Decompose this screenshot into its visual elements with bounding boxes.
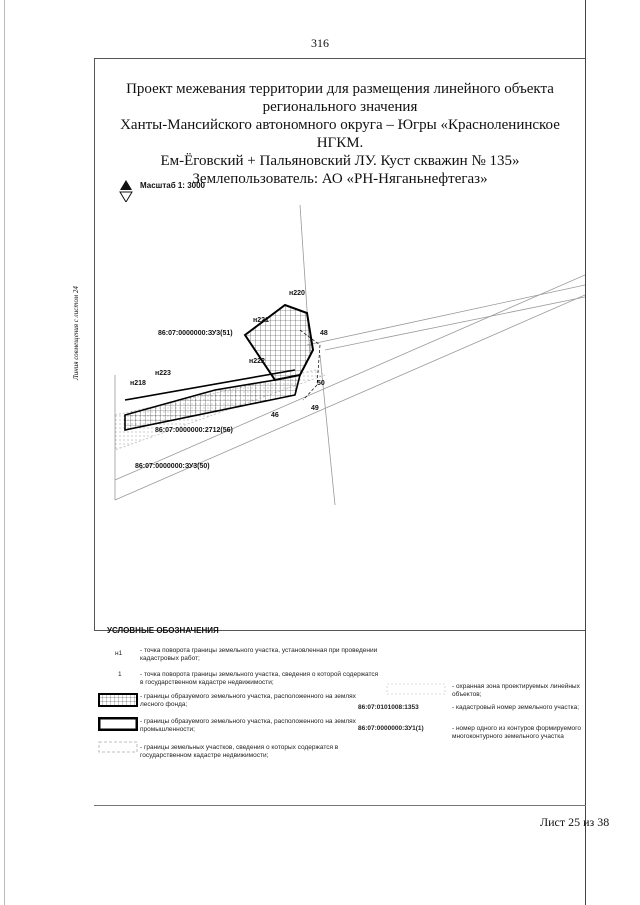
title-line-4: Ем-Ёговский + Пальяновский ЛУ. Куст скважин № 135» xyxy=(160,153,520,169)
formed-parcel-forest xyxy=(125,375,300,430)
cadastral-map xyxy=(95,175,585,505)
point-n223: н223 xyxy=(155,370,171,377)
point-n220: н220 xyxy=(289,290,305,297)
point-48: 48 xyxy=(320,330,328,337)
title-line-2: регионального значения xyxy=(262,99,418,115)
point-50: 50 xyxy=(317,380,325,387)
frame-right xyxy=(585,0,586,905)
frame-top xyxy=(94,58,586,59)
legend-symbol-1: 1 xyxy=(118,671,122,678)
title-line-5: Землепользователь: АО «РН-Няганьнефтегаз» xyxy=(192,171,488,187)
point-46: 46 xyxy=(271,412,279,419)
legend-text-4: - границы образуемого земельного участка, расположенного на землях промышленности; xyxy=(140,718,356,733)
document-title xyxy=(100,80,580,188)
legend-text-6: - охранная зона проектируемых линейных объектов; xyxy=(452,683,580,698)
parcel-label-zu51: 86:07:0000000:ЗУ3(51) xyxy=(158,330,233,337)
legend-text-2: - точка поворота границы земельного участка, сведения о которой содержатся в государственном кадастре недвижимости; xyxy=(140,671,379,686)
point-n218: н218 xyxy=(130,380,146,387)
point-n222: н222 xyxy=(249,358,265,365)
legend-title: УСЛОВНЫЕ ОБОЗНАЧЕНИЯ xyxy=(107,626,219,635)
sheet-number: Лист 25 из 38 xyxy=(540,815,610,829)
point-n221: н221 xyxy=(253,317,269,324)
legend-symbol-contour: 86:07:0000000:ЗУ1(1) xyxy=(358,725,424,732)
existing-parcel-lines xyxy=(115,205,585,505)
legend-symbol-n1: н1 xyxy=(115,650,123,657)
legend-symbol-cadastral: 86:07:0101008:1353 xyxy=(358,704,419,711)
sheet-join-line-label: Линия совмещения с листом 24 xyxy=(72,286,80,380)
title-line-1: Проект межевания территории для размещения линейного объекта xyxy=(126,81,554,97)
frame-bottom xyxy=(94,805,586,806)
title-line-3: Ханты-Мансийского автономного округа – Югры «Красноленинское НГКМ. xyxy=(120,117,560,151)
parcel-label-2712: 86:07:0000000:2712(56) xyxy=(155,427,233,434)
map-scale: Масштаб 1: 3000 xyxy=(140,181,205,190)
legend-swatch-zone xyxy=(386,683,446,695)
point-49: 49 xyxy=(311,405,319,412)
legend-text-1: - точка поворота границы земельного участка, установленная при проведении кадастровых работ; xyxy=(140,647,378,662)
legend-swatch-existing xyxy=(98,741,138,753)
scan-edge-line xyxy=(4,0,5,905)
legend-swatch-forest xyxy=(98,693,138,707)
page-number: 316 xyxy=(311,36,329,50)
parcel-label-zu50: 86:07:0000000:ЗУ3(50) xyxy=(135,463,210,470)
legend-text-8: - номер одного из контуров формируемого многоконтурного земельного участка xyxy=(452,725,581,740)
legend-swatch-industrial xyxy=(98,717,138,731)
legend-text-5: - границы земельных участков, сведения о которых содержатся в государственном кадастре недвижимости; xyxy=(140,744,339,759)
legend-text-7: - кадастровый номер земельного участка; xyxy=(452,704,580,711)
legend-text-3: - границы образуемого земельного участка, расположенного на землях лесного фонда; xyxy=(140,693,356,708)
